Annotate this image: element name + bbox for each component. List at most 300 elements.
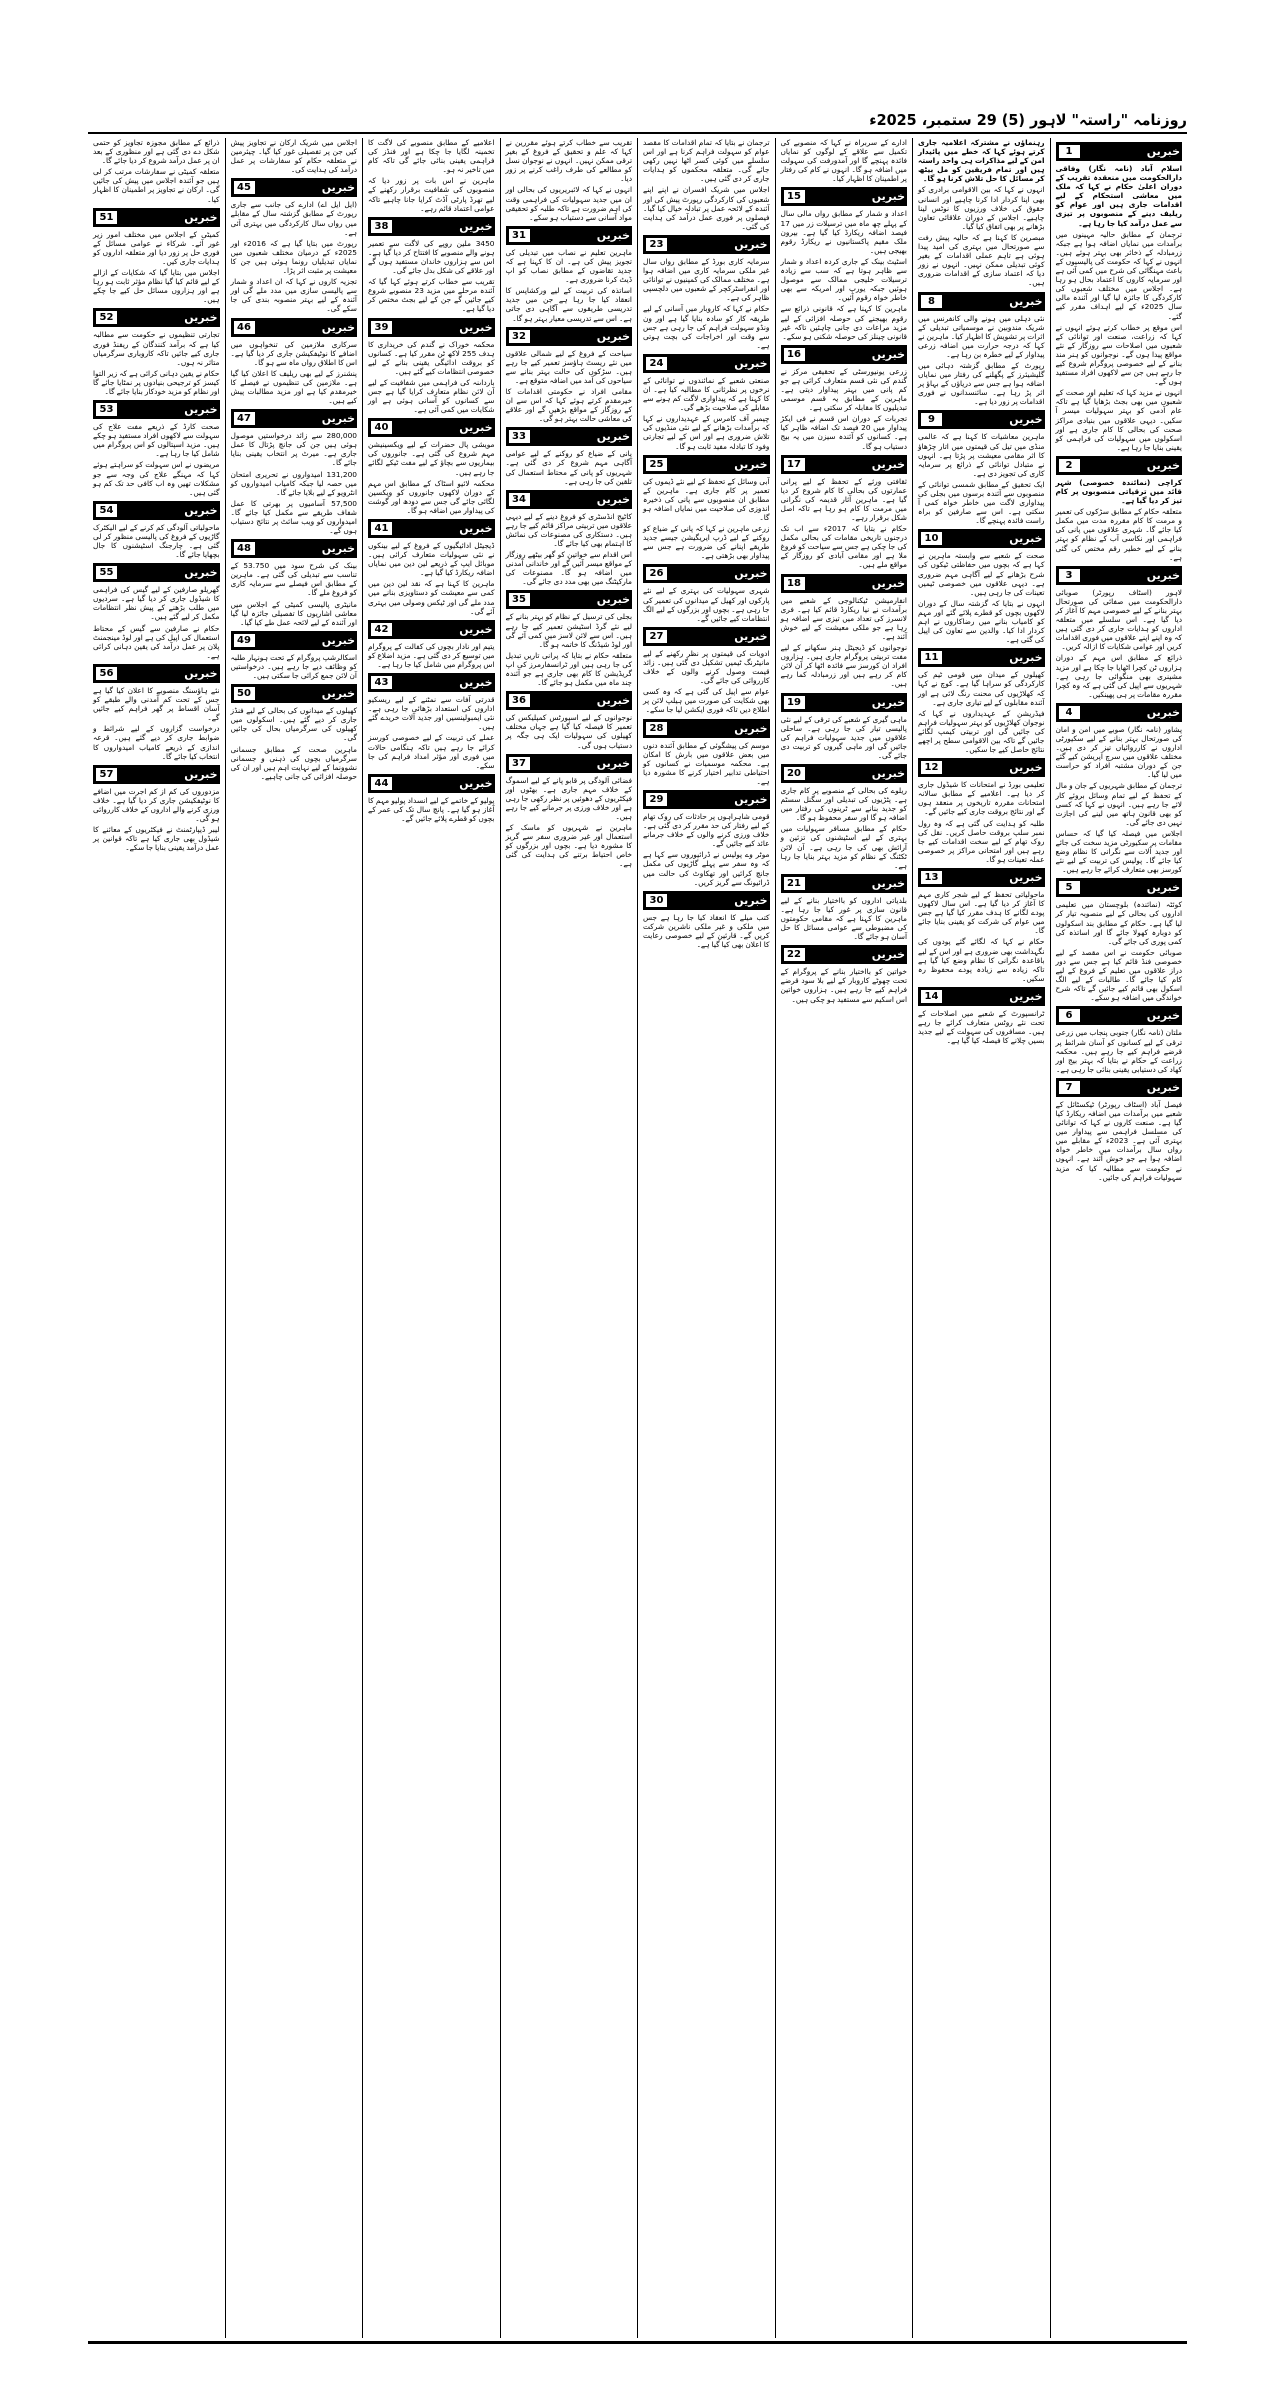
section-header-number: 24 <box>645 356 668 371</box>
section-header-bar <box>231 684 358 703</box>
section-header-label: خبریں <box>596 329 630 343</box>
section-header-label: خبریں <box>1009 413 1043 427</box>
section-header-number: 17 <box>783 457 806 472</box>
article-paragraph: بجلی کی ترسیل کے نظام کو بہتر بنانے کے لیے نئے گرڈ اسٹیشن تعمیر کیے جا رہے ہیں۔ اس سے لائن لاسز میں کمی آئے گی اور لوڈ شیڈنگ کا خاتمہ ہو گا۔ <box>505 612 632 649</box>
section-header-number: 40 <box>370 420 393 435</box>
section-header-bar <box>1056 878 1183 897</box>
article-paragraph: حکام نے کہا کہ کاروبار میں آسانی کے لیے طریقہ کار کو سادہ بنایا گیا ہے اور ون ونڈو سہولت فراہم کی جا رہی ہے جس سے وقت اور اخراجات کی بچت ہوتی ہے۔ <box>643 304 770 350</box>
article-paragraph: اجلاس میں بتایا گیا کہ شکایات کے ازالے کے لیے قائم کیا گیا نظام مؤثر ثابت ہو رہا ہے اور ہزاروں مسائل حل کیے جا چکے ہیں۔ <box>93 268 220 305</box>
section-header-label: خبریں <box>1146 1080 1180 1094</box>
section-header-number: 44 <box>370 776 393 791</box>
article-paragraph: موسم کی پیشگوئی کے مطابق آئندہ دنوں میں بعض علاقوں میں بارش کا امکان ہے۔ محکمہ موسمیات نے کسانوں کو احتیاطی تدابیر اختیار کرنے کا مشورہ دیا ہے۔ <box>643 740 770 786</box>
section-header-bar <box>506 226 633 245</box>
section-header-label: خبریں <box>459 776 493 790</box>
article-paragraph: تجربات کے دوران اس قسم نے فی ایکڑ پیداوار میں 20 فیصد تک اضافہ ظاہر کیا ہے۔ کسانوں کو آئندہ سیزن میں یہ بیج دستیاب ہو گا۔ <box>780 414 907 451</box>
article-paragraph: محکمہ خوراک نے گندم کی خریداری کا ہدف 255 لاکھ ٹن مقرر کیا ہے۔ کسانوں کو بروقت ادائیگی یقینی بنانے کے لیے خصوصی انتظامات کیے گئے ہیں۔ <box>368 339 495 376</box>
section-header-number: 51 <box>95 210 118 225</box>
footer-rule <box>88 2341 1187 2344</box>
section-header-number: 4 <box>1058 705 1081 720</box>
article-paragraph: عوام سے اپیل کی گئی ہے کہ وہ کسی بھی شکایت کی صورت میں ہیلپ لائن پر اطلاع دیں تاکہ فوری ایکشن لیا جا سکے۔ <box>643 687 770 715</box>
article-paragraph: لاہور (اسٹاف رپورٹر) صوبائی دارالحکومت میں صفائی کی صورتحال بہتر بنانے کے لیے خصوصی مہم کا آغاز کر دیا گیا ہے۔ اس سلسلے میں متعلقہ اداروں کو ہدایات جاری کر دی گئی ہیں کہ وہ اپنے اپنے علاقوں میں فوری اقدامات کریں اور عوامی شکایات کا ازالہ کریں۔ <box>1055 587 1182 652</box>
section-header-label: خبریں <box>1146 705 1180 719</box>
article-paragraph: اعداد و شمار کے مطابق رواں مالی سال کے پہلے چھ ماہ میں ترسیلات زر میں 17 فیصد اضافہ ریکارڈ کیا گیا ہے۔ بیرون ملک مقیم پاکستانیوں نے ریکارڈ رقوم بھیجی ہیں۔ <box>780 209 907 255</box>
section-header-bar <box>231 318 358 337</box>
section-header-bar <box>1056 703 1183 722</box>
section-header-bar <box>643 235 770 254</box>
section-header-bar <box>781 693 908 712</box>
article-paragraph: صنعتی شعبے کے نمائندوں نے توانائی کے نرخوں پر نظرثانی کا مطالبہ کیا ہے۔ ان کا کہنا ہے کہ پیداواری لاگت کم ہونے سے مقابلے کی صلاحیت بڑھے گی۔ <box>643 375 770 413</box>
section-header-number: 42 <box>370 622 393 637</box>
article-paragraph: پنشنرز کے لیے بھی ریلیف کا اعلان کیا گیا ہے۔ ملازمین کی تنظیموں نے فیصلے کا خیرمقدم کیا ہے اور مزید مطالبات پیش کیے ہیں۔ <box>230 368 357 406</box>
section-header-number: 19 <box>783 695 806 710</box>
article-paragraph: پشاور (نامہ نگار) صوبے میں امن و امان کی صورتحال بہتر بنانے کے لیے سکیورٹی اداروں نے کارروائیاں تیز کر دی ہیں۔ مختلف علاقوں میں سرچ آپریشن کیے گئے جن کے دوران مشتبہ افراد کو حراست میں لیا گیا۔ <box>1055 724 1182 780</box>
section-header-bar <box>368 519 495 538</box>
section-header-bar <box>231 409 358 428</box>
article-paragraph: نوجوانوں کو ڈیجیٹل ہنر سکھانے کے لیے مفت تربیتی پروگرام جاری ہیں۔ ہزاروں افراد ان کورسز سے فائدہ اٹھا کر آن لائن کام کر رہے ہیں اور زرمبادلہ کما رہے ہیں۔ <box>780 643 907 689</box>
section-header-number: 29 <box>645 792 668 807</box>
section-header-bar <box>781 574 908 593</box>
article-paragraph: کھیلوں کے میدان میں قومی ٹیم کی کارکردگی کو سراہا گیا ہے۔ کوچ نے کہا کہ کھلاڑیوں کی محنت رنگ لائی ہے اور آئندہ مقابلوں کے لیے تیاری جاری ہے۔ <box>918 670 1045 707</box>
article-paragraph: ترجمان نے بتایا کہ تمام اقدامات کا مقصد عوام کو سہولت فراہم کرنا ہے اور اس سلسلے میں کوئی کسر اٹھا نہیں رکھی جائے گی۔ متعلقہ محکموں کو ہدایات جاری کر دی گئی ہیں۔ <box>643 138 770 184</box>
section-header-number: 28 <box>645 721 668 736</box>
section-header-bar <box>781 455 908 474</box>
article-paragraph: طلبہ کو ہدایت کی گئی ہے کہ وہ رول نمبر سلپ بروقت حاصل کریں۔ نقل کی روک تھام کے لیے سخت اقدامات کیے جا رہے ہیں اور امتحانی مراکز پر خصوصی عملہ تعینات ہو گا۔ <box>918 818 1045 864</box>
article-paragraph: ماہی گیری کے شعبے کی ترقی کے لیے نئی پالیسی تیار کی جا رہی ہے۔ ساحلی علاقوں میں جدید سہولیات فراہم کی جائیں گی اور ماہی گیروں کو تربیت دی جائے گی۔ <box>780 714 907 760</box>
article-paragraph: ماہرین نے شہریوں کو ماسک کے استعمال اور غیر ضروری سفر سے گریز کا مشورہ دیا ہے۔ بچوں اور بزرگوں کو خاص احتیاط برتنے کی ہدایت کی گئی ہے۔ <box>505 823 632 869</box>
article-paragraph: صحت کے شعبے سے وابستہ ماہرین نے کہا ہے کہ بچوں میں حفاظتی ٹیکوں کی شرح بڑھانے کے لیے آگاہی مہم ضروری ہے۔ دیہی علاقوں میں خصوصی ٹیمیں تعینات کی جا رہی ہیں۔ <box>918 551 1045 597</box>
section-header-bar <box>918 648 1045 667</box>
article-paragraph: کراچی (نمائندہ خصوصی) شہر قائد میں ترقیاتی منصوبوں پر کام تیز کر دیا گیا ہے۔ <box>1055 477 1182 506</box>
section-header-label: خبریں <box>1146 145 1180 158</box>
section-header-bar <box>368 620 495 639</box>
article-paragraph: اجلاس میں شریک افسران نے اپنے اپنے شعبوں کی کارکردگی رپورٹ پیش کی اور آئندہ کے لائحہ عمل پر تبادلہ خیال کیا گیا۔ فیصلوں پر فوری عمل درآمد کی ہدایت کی گئی۔ <box>643 185 770 231</box>
section-header-number: 10 <box>920 531 943 546</box>
article-paragraph: انہوں نے کہا کہ لائبریریوں کی بحالی اور ان میں جدید سہولیات کی فراہمی وقت کی اہم ضرورت ہے تاکہ طلبہ کو تحقیقی مواد آسانی سے دستیاب ہو سکے۔ <box>505 185 632 222</box>
article-paragraph: تقریب سے خطاب کرتے ہوئے کہا گیا کہ آئندہ مرحلے میں مزید 23 منصوبے شروع کیے جائیں گے جن کے لیے بجٹ مختص کر دیا گیا ہے۔ <box>368 277 495 314</box>
article-paragraph: کھیلوں کے میدانوں کی بحالی کے لیے فنڈز جاری کر دیے گئے ہیں۔ اسکولوں میں کھیلوں کی سرگرمیاں بحال کی جائیں گی۔ <box>230 706 357 743</box>
section-header-bar <box>506 327 633 346</box>
article-paragraph: اسکالرشپ پروگرام کے تحت ہونہار طلبہ کو وظائف دیے جا رہے ہیں۔ درخواستیں آن لائن جمع کرائی جا سکتی ہیں۔ <box>230 652 357 681</box>
article-paragraph: فضائی آلودگی پر قابو پانے کے لیے اسموگ کے خلاف مہم جاری ہے۔ بھٹوں اور فیکٹریوں کے دھوئیں پر نظر رکھی جا رہی ہے اور خلاف ورزی پر جرمانے کیے جا رہے ہیں۔ <box>505 775 632 821</box>
article-paragraph: عملے کی تربیت کے لیے خصوصی کورسز کرائے جا رہے ہیں تاکہ ہنگامی حالات میں فوری اور مؤثر امداد فراہم کی جا سکے۔ <box>368 733 495 770</box>
article-paragraph: کمیٹی کے اجلاس میں مختلف امور زیر غور آئے۔ شرکاء نے عوامی مسائل کے فوری حل پر زور دیا اور متعلقہ اداروں کو ہدایات جاری کیں۔ <box>93 229 220 266</box>
article-paragraph: قومی شاہراہوں پر حادثات کی روک تھام کے لیے رفتار کی حد مقرر کر دی گئی ہے۔ خلاف ورزی کرنے والوں کے خلاف جرمانے عائد کیے جائیں گے۔ <box>643 811 770 849</box>
section-header-label: خبریں <box>321 542 355 556</box>
section-header-label: خبریں <box>596 593 630 607</box>
article-paragraph: بینک کی شرح سود میں 53.750 کے تناسب سے تبدیلی کی گئی ہے۔ ماہرین کے مطابق اس فیصلے سے سرمایہ کاری کو فروغ ملے گا۔ <box>230 561 358 598</box>
article-paragraph: ملتان (نامہ نگار) جنوبی پنجاب میں زرعی ترقی کے لیے کسانوں کو آسان شرائط پر قرضے فراہم کیے جا رہے ہیں۔ محکمہ زراعت کے حکام نے بتایا کہ بہتر بیج اور کھاد کی دستیابی یقینی بنائی جا رہی ہے۔ <box>1055 1028 1182 1074</box>
section-header-number: 18 <box>783 576 806 591</box>
section-header-number: 52 <box>95 310 118 325</box>
section-header-number: 36 <box>508 693 531 708</box>
section-header-label: خبریں <box>734 457 768 471</box>
section-header-bar <box>643 891 770 910</box>
section-header-label: خبریں <box>459 622 493 636</box>
section-header-label: خبریں <box>459 676 493 690</box>
article-paragraph: کوئٹہ (نمائندہ) بلوچستان میں تعلیمی اداروں کی بحالی کے لیے منصوبہ تیار کر لیا گیا ہے۔ حکام کے مطابق بند اسکولوں کو دوبارہ کھولا جائے گا اور اساتذہ کی کمی پوری کی جائے گی۔ <box>1055 900 1182 946</box>
section-header-number: 39 <box>370 320 393 335</box>
section-header-number: 26 <box>645 566 668 581</box>
section-header-bar <box>231 631 358 650</box>
section-header-label: خبریں <box>1009 761 1043 775</box>
section-header-label: خبریں <box>734 792 768 806</box>
section-header-number: 32 <box>508 329 531 344</box>
column-1 <box>1050 138 1188 2338</box>
section-header-number: 47 <box>233 411 256 426</box>
section-header-bar <box>506 427 633 446</box>
article-paragraph: شہری سہولیات کی بہتری کے لیے نئے پارکوں اور کھیل کے میدانوں کی تعمیر کی جا رہی ہے۔ بچوں اور بزرگوں کے لیے الگ انتظامات کیے جائیں گے۔ <box>643 586 770 623</box>
article-paragraph: فیڈریشن کے عہدیداروں نے کہا کہ نوجوان کھلاڑیوں کو بہتر سہولیات فراہم کی جائیں گی اور تربیتی کیمپ لگائے جائیں گے تاکہ بین الاقوامی سطح پر اچھے نتائج حاصل کیے جا سکیں۔ <box>918 708 1045 755</box>
article-paragraph: حکام کے مطابق مسافر سہولیات میں بہتری کے لیے اسٹیشنوں کی تزئین و آرائش بھی کی جا رہی ہے۔ آن لائن ٹکٹنگ کے نظام کو مزید بہتر بنایا جا رہا ہے۔ <box>780 824 907 870</box>
article-paragraph: ادویات کی قیمتوں پر نظر رکھنے کے لیے مانیٹرنگ ٹیمیں تشکیل دی گئی ہیں۔ زائد قیمت وصول کرنے والوں کے خلاف کارروائی کی جائے گی۔ <box>643 648 770 686</box>
article-paragraph: مقامی افراد نے حکومتی اقدامات کا خیرمقدم کرتے ہوئے کہا کہ اس سے ان کے روزگار کے مواقع بڑھیں گے اور علاقے کی معاشی حالت بہتر ہو گی۔ <box>505 386 632 424</box>
section-header-number: 2 <box>1058 458 1081 473</box>
section-header-bar <box>643 790 770 809</box>
article-paragraph: ماحولیاتی آلودگی کم کرنے کے لیے الیکٹرک گاڑیوں کے فروغ کی پالیسی منظور کر لی گئی ہے۔ چارجنگ اسٹیشنوں کا جال بچھایا جائے گا۔ <box>93 522 220 560</box>
section-header-label: خبریں <box>871 190 905 204</box>
article-paragraph: انہوں نے بتایا کہ گزشتہ سال کے دوران لاکھوں بچوں کو قطرے پلائے گئے اور مہم کو کامیاب بنانے میں رضاکاروں نے اہم کردار ادا کیا۔ والدین سے تعاون کی اپیل کی گئی ہے۔ <box>918 598 1045 645</box>
section-header-label: خبریں <box>184 503 218 517</box>
article-paragraph: اساتذہ کی تربیت کے لیے ورکشاپس کا انعقاد کیا جا رہا ہے جن میں جدید تدریسی طریقوں سے آگاہی دی جاتی ہے۔ اس سے تدریسی معیار بہتر ہو گا۔ <box>505 286 632 323</box>
article-paragraph: گھریلو صارفین کے لیے گیس کی فراہمی کا شیڈول جاری کر دیا گیا ہے۔ سردیوں میں طلب بڑھنے کے پیش نظر انتظامات مکمل کر لیے گئے ہیں۔ <box>93 585 220 622</box>
section-header-bar <box>643 719 770 738</box>
masthead-text: روزنامہ "راستہ" لاہور (5) 29 ستمبر، 2025ء <box>869 111 1187 129</box>
masthead-rule <box>88 132 1187 134</box>
article-paragraph: چیمبر آف کامرس کے عہدیداروں نے کہا کہ برآمدات بڑھانے کے لیے نئی منڈیوں کی تلاش ضروری ہے اور اس کے لیے تجارتی وفود کا تبادلہ مفید ثابت ہو گا۔ <box>643 414 770 451</box>
section-header-bar <box>781 874 908 893</box>
article-paragraph: آبی وسائل کے تحفظ کے لیے نئے ڈیموں کی تعمیر پر کام جاری ہے۔ ماہرین کے مطابق ان منصوبوں سے پانی کی ذخیرہ اندوزی کی صلاحیت میں نمایاں اضافہ ہو گا۔ <box>643 476 770 522</box>
section-header-label: خبریں <box>184 666 218 680</box>
article-paragraph: درخواست گزاروں کے لیے شرائط و ضوابط جاری کر دیے گئے ہیں۔ قرعہ اندازی کے ذریعے کامیاب امیدواروں کا انتخاب کیا جائے گا۔ <box>93 724 220 761</box>
article-paragraph: نئے ہاؤسنگ منصوبے کا اعلان کیا گیا ہے جس کے تحت کم آمدنی والے طبقے کو آسان اقساط پر گھر فراہم کیے جائیں گے۔ <box>93 685 220 723</box>
section-header-label: خبریں <box>1146 458 1180 472</box>
section-header-bar <box>93 400 220 419</box>
section-header-number: 48 <box>233 541 256 556</box>
section-header-number: 50 <box>233 686 256 701</box>
article-paragraph: اعلامیے کے مطابق منصوبے کی لاگت کا تخمینہ لگایا جا چکا ہے اور فنڈز کی فراہمی یقینی بنائی جائے گی تاکہ کام میں تاخیر نہ ہو۔ <box>368 138 495 175</box>
section-header-label: خبریں <box>1146 1009 1180 1023</box>
article-paragraph: کاٹیج انڈسٹری کو فروغ دینے کے لیے دیہی علاقوں میں تربیتی مراکز قائم کیے جا رہے ہیں۔ دستکاری کی مصنوعات کی نمائش کا اہتمام بھی کیا جائے گا۔ <box>505 511 632 548</box>
article-paragraph: زرعی یونیورسٹی کے تحقیقی مرکز نے گندم کی نئی قسم متعارف کرائی ہے جو کم پانی میں بہتر پیداوار دیتی ہے۔ ماہرین کے مطابق یہ قسم موسمی تبدیلیوں کا مقابلہ کر سکتی ہے۔ <box>780 366 907 413</box>
article-paragraph: مزدوروں کی کم از کم اجرت میں اضافے کا نوٹیفکیشن جاری کر دیا گیا ہے۔ خلاف ورزی کرنے والے اداروں کے خلاف کارروائی ہو گی۔ <box>93 786 220 823</box>
section-header-label: خبریں <box>321 412 355 426</box>
article-paragraph: رہنماؤں نے مشترکہ اعلامیہ جاری کرتے ہوئے کہا کہ خطے میں پائیدار امن کے لیے مذاکرات ہی واحد راستہ ہیں اور تمام فریقین کو مل بیٹھ کر مسائل کا حل تلاش کرنا ہو گا۔ <box>918 138 1045 184</box>
section-header-label: خبریں <box>321 320 355 334</box>
article-paragraph: تقریب سے خطاب کرتے ہوئے مقررین نے کہا کہ علم و تحقیق کے فروغ کے بغیر ترقی ممکن نہیں۔ انہوں نے نوجوان نسل کو مطالعے کی طرف راغب کرنے پر زور دیا۔ <box>505 138 632 184</box>
section-header-number: 23 <box>645 237 668 252</box>
section-header-label: خبریں <box>184 767 218 781</box>
article-paragraph: خواتین کو بااختیار بنانے کے پروگرام کے تحت چھوٹے کاروبار کے لیے بلا سود قرضے فراہم کیے جا رہے ہیں۔ ہزاروں خواتین اس اسکیم سے مستفید ہو چکی ہیں۔ <box>780 967 907 1004</box>
section-header-number: 22 <box>783 947 806 962</box>
article-paragraph: ماہرین معاشیات کا کہنا ہے کہ عالمی منڈی میں تیل کی قیمتوں میں اتار چڑھاؤ کا اثر مقامی معیشت پر پڑتا ہے۔ انہوں نے متبادل توانائی کے ذرائع پر سرمایہ کاری کی تجویز دی ہے۔ <box>918 432 1045 478</box>
article-paragraph: پانی کے ضیاع کو روکنے کے لیے عوامی آگاہی مہم شروع کر دی گئی ہے۔ شہریوں کو پانی کے محتاط استعمال کی تلقین کی جا رہی ہے۔ <box>505 449 632 486</box>
section-header-bar <box>781 345 908 364</box>
article-paragraph: ٹرانسپورٹ کے شعبے میں اصلاحات کے تحت نئے روٹس متعارف کرائے جا رہے ہیں۔ مسافروں کی سہولت کے لیے جدید بسیں چلانے کا فیصلہ کیا گیا ہے۔ <box>918 1008 1045 1046</box>
section-header-bar <box>506 754 633 773</box>
section-header-number: 56 <box>95 666 118 681</box>
section-header-number: 3 <box>1058 568 1081 583</box>
section-header-label: خبریں <box>596 228 630 242</box>
section-header-number: 34 <box>508 492 531 507</box>
section-header-number: 38 <box>370 219 393 234</box>
section-header-label: خبریں <box>1009 532 1043 546</box>
article-paragraph: زرعی ماہرین نے کہا کہ پانی کے ضیاع کو روکنے کے لیے ڈرپ ایریگیشن جیسے جدید طریقے اپنانے کی ضرورت ہے جس سے پیداوار بھی بڑھتی ہے۔ <box>643 524 770 561</box>
section-header-label: خبریں <box>1009 989 1043 1003</box>
section-header-bar <box>93 208 220 227</box>
section-header-label: خبریں <box>321 633 355 647</box>
section-header-bar <box>1056 566 1183 585</box>
article-paragraph: ماہرین صحت کے مطابق جسمانی سرگرمیاں بچوں کی ذہنی و جسمانی نشوونما کے لیے نہایت اہم ہیں اور ان کی حوصلہ افزائی کی جانی چاہیے۔ <box>230 744 357 781</box>
section-header-number: 16 <box>783 347 806 362</box>
section-header-bar <box>1056 456 1183 475</box>
article-paragraph: 57,500 آسامیوں پر بھرتی کا عمل شفاف طریقے سے مکمل کیا جائے گا۔ امیدواروں کو ویب سائٹ پر نتائج دستیاب ہوں گے۔ <box>230 498 357 536</box>
section-header-bar <box>231 178 358 197</box>
article-paragraph: اجلاس میں فیصلہ کیا گیا کہ حساس مقامات پر سکیورٹی مزید سخت کی جائے اور جدید آلات سے نگرانی کا نظام وضع کیا جائے گا۔ پولیس کی تربیت کے لیے نئے کورسز بھی متعارف کرائے جا رہے ہیں۔ <box>1055 828 1182 875</box>
section-header-label: خبریں <box>459 320 493 334</box>
section-header-label: خبریں <box>871 766 905 780</box>
section-header-bar <box>368 774 495 793</box>
section-header-label: خبریں <box>871 876 905 890</box>
section-header-label: خبریں <box>1009 651 1043 665</box>
article-paragraph: حکام نے یقین دہانی کرائی ہے کہ زیر التوا کیسز کو ترجیحی بنیادوں پر نمٹایا جائے گا اور نظام کو مزید خودکار بنایا جائے گا۔ <box>93 368 220 396</box>
section-header-bar <box>93 501 220 520</box>
column-7 <box>225 138 363 2338</box>
article-paragraph: قدرتی آفات سے نمٹنے کے لیے ریسکیو اداروں کی استعداد بڑھائی جا رہی ہے۔ نئی ایمبولینسیں اور جدید آلات خریدے گئے ہیں۔ <box>368 695 495 732</box>
article-paragraph: ترجمان کے مطابق شہریوں کے جان و مال کے تحفظ کے لیے تمام وسائل بروئے کار لائے جا رہے ہیں۔ انہوں نے کہا کہ کسی کو بھی قانون ہاتھ میں لینے کی اجازت نہیں دی جائے گی۔ <box>1055 781 1182 827</box>
section-header-label: خبریں <box>1146 568 1180 582</box>
article-paragraph: انہوں نے مزید کہا کہ تعلیم اور صحت کے شعبوں میں بھی بجٹ بڑھایا گیا ہے تاکہ عام آدمی کو بہتر سہولیات میسر آ سکیں۔ دیہی علاقوں میں بنیادی مراکز صحت کی بحالی کا کام جاری ہے اور اسکولوں میں سہولیات کی فراہمی کو یقینی بنایا جا رہا ہے۔ <box>1055 388 1182 452</box>
section-header-label: خبریں <box>1009 294 1043 308</box>
column-6 <box>362 138 500 2338</box>
article-paragraph: اسلام آباد (نامہ نگار) وفاقی دارالحکومت میں منعقدہ تقریب کے دوران اعلیٰ حکام نے کہا کہ ملک میں معاشی استحکام کے لیے اقدامات جاری ہیں اور عوام کو ریلیف دینے کے منصوبوں پر تیزی سے عمل درآمد کیا جا رہا ہے۔ <box>1055 164 1182 228</box>
section-header-bar <box>643 455 770 474</box>
article-paragraph: انہوں نے کہا کہ بین الاقوامی برادری کو بھی اپنا کردار ادا کرنا چاہیے اور انسانی حقوق کی خلاف ورزیوں کا نوٹس لینا چاہیے۔ اجلاس کے دوران علاقائی تعاون بڑھانے پر بھی اتفاق کیا گیا۔ <box>918 185 1045 231</box>
article-paragraph: مریضوں نے اس سہولت کو سراہتے ہوئے کہا کہ مہنگے علاج کی وجہ سے جو مشکلات تھیں وہ اب کافی حد تک کم ہو گئی ہیں۔ <box>93 460 220 497</box>
article-paragraph: متعلقہ حکام نے بتایا کہ پرانی تاریں تبدیل کی جا رہی ہیں اور ٹرانسفارمرز کی اپ گریڈیشن کا کام بھی جاری ہے جو آئندہ چند ماہ میں مکمل ہو جائے گا۔ <box>505 650 632 688</box>
section-header-bar <box>1056 1078 1183 1097</box>
article-paragraph: ذرائع کے مطابق مجوزہ تجاویز کو حتمی شکل دے دی گئی ہے اور منظوری کے بعد ان پر عمل درآمد شروع کر دیا جائے گا۔ <box>93 138 220 166</box>
section-header-label: خبریں <box>871 457 905 471</box>
section-header-label: خبریں <box>871 347 905 361</box>
article-paragraph: تعلیمی بورڈ نے امتحانات کا شیڈول جاری کر دیا ہے۔ اعلامیے کے مطابق سالانہ امتحانات مقررہ تاریخوں پر منعقد ہوں گے اور نتائج بروقت جاری کیے جائیں گے۔ <box>918 780 1045 817</box>
column-4 <box>637 138 775 2338</box>
column-2 <box>912 138 1050 2338</box>
article-paragraph: متعلقہ کمیٹی نے سفارشات مرتب کر لی ہیں جو آئندہ اجلاس میں پیش کی جائیں گی۔ ارکان نے تجاویز پر اطمینان کا اظہار کیا۔ <box>93 167 220 204</box>
section-header-number: 13 <box>920 870 943 885</box>
section-header-number: 55 <box>95 565 118 580</box>
article-paragraph: حکام نے کہا کہ لگائے گئے پودوں کی نگہداشت بھی ضروری ہے اور اس کے لیے باقاعدہ نگرانی کا نظام وضع کیا گیا ہے تاکہ زیادہ سے زیادہ پودے محفوظ رہ سکیں۔ <box>918 937 1045 983</box>
article-paragraph: ایک تحقیق کے مطابق شمسی توانائی کے منصوبوں سے آئندہ برسوں میں بجلی کی پیداواری لاگت میں خاطر خواہ کمی آ سکتی ہے۔ اس سے صارفین کو براہ راست فائدہ پہنچے گا۔ <box>918 479 1045 526</box>
section-header-label: خبریں <box>734 567 768 581</box>
section-header-bar <box>93 308 220 327</box>
section-header-bar <box>368 217 495 236</box>
section-header-number: 21 <box>783 876 806 891</box>
section-header-bar <box>918 410 1045 429</box>
section-header-label: خبریں <box>871 695 905 709</box>
section-header-number: 27 <box>645 629 668 644</box>
article-paragraph: نئی دہلی میں ہونے والی کانفرنس میں شریک مندوبین نے موسمیاتی تبدیلی کے اثرات پر تشویش کا اظہار کیا۔ ماہرین نے کہا کہ درجہ حرارت میں اضافہ زرعی پیداوار کے لیے خطرہ بن رہا ہے۔ <box>917 313 1045 359</box>
section-header-bar <box>643 627 770 646</box>
section-header-label: خبریں <box>734 356 768 370</box>
section-header-bar <box>506 590 633 609</box>
section-header-bar <box>781 187 908 206</box>
section-header-label: خبریں <box>184 566 218 580</box>
section-header-bar <box>1056 142 1183 161</box>
article-paragraph: ماحولیاتی تحفظ کے لیے شجر کاری مہم کا آغاز کر دیا گیا ہے۔ اس سال لاکھوں پودے لگانے کا ہدف مقرر کیا گیا ہے جس میں عوام کی شرکت کو یقینی بنایا جائے گا۔ <box>918 890 1045 936</box>
section-header-label: خبریں <box>734 237 768 251</box>
section-header-bar <box>918 987 1045 1006</box>
section-header-label: خبریں <box>321 687 355 701</box>
section-header-label: خبریں <box>184 210 218 224</box>
article-paragraph: ادارے کے سربراہ نے کہا کہ منصوبے کی تکمیل سے علاقے کے لوگوں کو نمایاں فائدہ پہنچے گا اور آمدورفت کی سہولت میں اضافہ ہو گا۔ انہوں نے کام کی رفتار پر اطمینان کا اظہار کیا۔ <box>780 138 907 184</box>
article-paragraph: فیصل آباد (اسٹاف رپورٹر) ٹیکسٹائل کے شعبے میں برآمدات میں اضافہ ریکارڈ کیا گیا ہے۔ صنعت کاروں نے کہا کہ توانائی کی مسلسل فراہمی سے پیداوار میں بہتری آئی ہے۔ 2023ء کے مقابلے میں رواں سال برآمدات میں خاطر خواہ اضافہ ہوا ہے جو خوش آئند ہے۔ انہوں نے حکومت سے مطالبہ کیا کہ مزید سہولیات فراہم کی جائیں۔ <box>1055 1099 1182 1182</box>
article-paragraph: حکام نے بتایا کہ 2017ء سے اب تک درجنوں تاریخی مقامات کی بحالی مکمل کی جا چکی ہے جس سے سیاحت کو فروغ ملا ہے اور مقامی آبادی کو روزگار کے مواقع ملے ہیں۔ <box>780 524 907 570</box>
article-paragraph: انفارمیشن ٹیکنالوجی کے شعبے میں برآمدات نے نیا ریکارڈ قائم کیا ہے۔ فری لانسرز کی تعداد میں تیزی سے اضافہ ہو رہا ہے جو ملکی معیشت کے لیے خوش آئند ہے۔ <box>780 595 907 641</box>
article-paragraph: ریلوے کی بحالی کے منصوبے پر کام جاری ہے۔ پٹڑیوں کی تبدیلی اور سگنل سسٹم کو جدید بنانے سے ٹرینوں کی رفتار میں اضافہ ہو گا اور سفر محفوظ ہو گا۔ <box>780 785 907 823</box>
section-header-bar <box>781 945 908 964</box>
article-paragraph: لیبر ڈیپارٹمنٹ نے فیکٹریوں کے معائنے کا شیڈول بھی جاری کیا ہے تاکہ قوانین پر عمل درآمد یقینی بنایا جا سکے۔ <box>93 825 220 853</box>
article-paragraph: یتیم اور نادار بچوں کی کفالت کے پروگرام میں توسیع کر دی گئی ہے۔ مزید اضلاع کو اس پروگرام میں شامل کیا جا رہا ہے۔ <box>368 641 495 669</box>
section-header-number: 8 <box>920 294 943 309</box>
column-grid <box>88 138 1187 2338</box>
section-header-bar <box>93 765 220 784</box>
article-paragraph: مبصرین کا کہنا ہے کہ حالیہ پیش رفت سے صورتحال میں بہتری کی امید پیدا ہوئی ہے تاہم عملی اقدامات کے بغیر کوئی تبدیلی ممکن نہیں۔ انہوں نے زور دیا کہ اعتماد سازی کے اقدامات ضروری ہیں۔ <box>918 232 1045 288</box>
article-paragraph: اسٹیٹ بینک کے جاری کردہ اعداد و شمار سے ظاہر ہوتا ہے کہ سب سے زیادہ ترسیلات خلیجی ممالک سے موصول ہوئیں جبکہ یورپ اور امریکہ سے بھی خاطر خواہ رقوم آئیں۔ <box>780 256 907 303</box>
section-header-label: خبریں <box>734 629 768 643</box>
section-header-bar <box>368 418 495 437</box>
section-header-bar <box>918 292 1045 311</box>
section-header-label: خبریں <box>596 694 630 708</box>
section-header-label: خبریں <box>321 181 355 195</box>
article-paragraph: حکام نے صارفین سے گیس کے محتاط استعمال کی اپیل کی ہے اور لوڈ مینجمنٹ پلان پر عمل درآمد کی یقین دہانی کرائی ہے۔ <box>93 623 220 660</box>
section-header-number: 35 <box>508 592 531 607</box>
column-8 <box>88 138 225 2338</box>
section-header-label: خبریں <box>596 430 630 444</box>
section-header-number: 11 <box>920 650 943 665</box>
column-5 <box>500 138 638 2338</box>
article-paragraph: اس موقع پر خطاب کرتے ہوئے انہوں نے کہا کہ زراعت، صنعت اور توانائی کے شعبوں میں اصلاحات سے روزگار کے نئے مواقع پیدا ہوں گے۔ نوجوانوں کو ہنر مند بنانے کے لیے خصوصی پروگرام شروع کیے جا رہے ہیں جن سے لاکھوں افراد مستفید ہوں گے۔ <box>1055 322 1182 387</box>
section-header-bar <box>643 564 770 583</box>
article-paragraph: سرکاری ملازمین کی تنخواہوں میں اضافے کا نوٹیفکیشن جاری کر دیا گیا ہے۔ اس کا اطلاق رواں ماہ سے ہو گا۔ <box>230 339 357 367</box>
article-paragraph: (ایل ایل اے) ادارے کی جانب سے جاری رپورٹ کے مطابق گزشتہ سال کے مقابلے میں رواں سال کارکردگی میں بہتری آئی ہے۔ <box>230 200 357 237</box>
article-paragraph: ثقافتی ورثے کے تحفظ کے لیے پرانی عمارتوں کی بحالی کا کام شروع کر دیا گیا ہے۔ ماہرین آثار قدیمہ کی نگرانی میں مرمت کا کام ہو رہا ہے تاکہ اصل شکل برقرار رہے۔ <box>780 476 907 522</box>
section-header-bar <box>93 664 220 683</box>
article-paragraph: ماہرین نے اس بات پر زور دیا کہ منصوبوں کی شفافیت برقرار رکھنے کے لیے تھرڈ پارٹی آڈٹ کرایا جانا چاہیے تاکہ عوامی اعتماد قائم رہے۔ <box>368 176 495 213</box>
article-paragraph: ماہرین تعلیم نے نصاب میں تبدیلی کی تجویز پیش کی ہے۔ ان کا کہنا ہے کہ جدید تقاضوں کے مطابق نصاب کو اپ ڈیٹ کرنا ضروری ہے۔ <box>505 247 632 285</box>
section-header-number: 30 <box>645 893 668 908</box>
section-header-number: 25 <box>645 457 668 472</box>
section-header-bar <box>368 318 495 337</box>
section-header-label: خبریں <box>734 721 768 735</box>
section-header-number: 46 <box>233 320 256 335</box>
section-header-number: 12 <box>920 760 943 775</box>
section-header-label: خبریں <box>1146 881 1180 895</box>
section-header-number: 37 <box>508 756 531 771</box>
section-header-number: 1 <box>1058 144 1081 159</box>
article-paragraph: سیاحت کے فروغ کے لیے شمالی علاقوں میں نئے ریسٹ ہاؤسز تعمیر کیے جا رہے ہیں۔ سڑکوں کی حالت بہتر بنانے سے سیاحوں کی آمد میں اضافہ متوقع ہے۔ <box>505 348 632 385</box>
section-header-label: خبریں <box>184 403 218 417</box>
masthead <box>88 104 1187 128</box>
section-header-label: خبریں <box>459 421 493 435</box>
article-paragraph: بارداںنہ کی فراہمی میں شفافیت کے لیے آن لائن نظام متعارف کرایا گیا ہے جس سے کسانوں کو آسانی ہوئی ہے اور شکایات میں کمی آئی ہے۔ <box>368 377 495 415</box>
article-paragraph: ڈیجیٹل ادائیگیوں کے فروغ کے لیے بینکوں نے نئی سہولیات متعارف کرائی ہیں۔ موبائل ایپ کے ذریعے لین دین میں نمایاں اضافہ ریکارڈ کیا گیا ہے۔ <box>368 541 495 578</box>
article-paragraph: مویشی پال حضرات کے لیے ویکسینیشن مہم شروع کی گئی ہے۔ جانوروں کی بیماریوں سے بچاؤ کے لیے مفت ٹیکے لگائے جا رہے ہیں۔ <box>368 440 495 477</box>
article-paragraph: رپورٹ میں بتایا گیا ہے کہ 2016ء اور 2025ء کے درمیان مختلف شعبوں میں نمایاں تبدیلیاں رونما ہوئی ہیں جن کا معیشت پر مثبت اثر پڑا۔ <box>230 238 357 276</box>
section-header-number: 15 <box>783 189 806 204</box>
article-paragraph: ذرائع کے مطابق اس مہم کے دوران ہزاروں ٹن کچرا اٹھایا جا چکا ہے اور مزید مشینری بھی منگوائی جا رہی ہے۔ شہریوں سے اپیل کی گئی ہے کہ وہ کچرا مقررہ مقامات پر ہی پھینکیں۔ <box>1055 653 1182 699</box>
section-header-number: 41 <box>370 521 393 536</box>
section-header-bar <box>368 673 495 692</box>
article-paragraph: صوبائی حکومت نے اس مقصد کے لیے خصوصی فنڈ قائم کیا ہے جس سے دور دراز علاقوں میں تعلیم کے فروغ کے لیے کام کیا جائے گا۔ طالبات کے لیے الگ اسکول بھی قائم کیے جائیں گے تاکہ شرح خواندگی میں اضافہ ہو سکے۔ <box>1055 947 1182 1003</box>
article-paragraph: محکمہ لائیو اسٹاک کے مطابق اس مہم کے دوران لاکھوں جانوروں کو ویکسین لگائی جائے گی جس سے دودھ اور گوشت کی پیداوار میں اضافہ ہو گا۔ <box>368 478 495 515</box>
article-paragraph: موٹر وے پولیس نے ڈرائیوروں سے کہا ہے کہ وہ سفر سے پہلے گاڑیوں کی مکمل جانچ کرائیں اور تھکاوٹ کی حالت میں ڈرائیونگ سے گریز کریں۔ <box>643 850 770 887</box>
article-paragraph: نوجوانوں کے لیے اسپورٹس کمپلیکس کی تعمیر کا فیصلہ کیا گیا ہے جہاں مختلف کھیلوں کی سہولیات ایک ہی جگہ پر دستیاب ہوں گی۔ <box>505 713 632 750</box>
section-header-bar <box>918 758 1045 777</box>
column-3 <box>775 138 913 2338</box>
section-header-label: خبریں <box>734 893 768 907</box>
section-header-bar <box>231 539 358 558</box>
article-paragraph: سرمایہ کاری بورڈ کے مطابق رواں سال غیر ملکی سرمایہ کاری میں اضافہ ہوا ہے۔ مختلف ممالک کی کمپنیوں نے توانائی اور انفراسٹرکچر کے شعبوں میں دلچسپی ظاہر کی ہے۔ <box>643 256 770 303</box>
article-paragraph: مانیٹری پالیسی کمیٹی کے اجلاس میں معاشی اشاریوں کا تفصیلی جائزہ لیا گیا اور آئندہ کے لیے لائحہ عمل طے کیا گیا۔ <box>230 599 357 627</box>
section-header-number: 14 <box>920 989 943 1004</box>
article-paragraph: 3450 ملین روپے کی لاگت سے تعمیر ہونے والے منصوبے کا افتتاح کر دیا گیا ہے۔ اس سے ہزاروں خاندان مستفید ہوں گے اور علاقے کی شکل بدل جائے گی۔ <box>368 238 495 276</box>
section-header-number: 7 <box>1058 1080 1081 1095</box>
article-paragraph: کتب میلے کا انعقاد کیا جا رہا ہے جس میں ملکی و غیر ملکی ناشرین شرکت کریں گے۔ قارئین کے لیے خصوصی رعایت کا اعلان بھی کیا گیا ہے۔ <box>643 912 770 949</box>
section-header-label: خبریں <box>596 756 630 770</box>
article-paragraph: 280,000 سے زائد درخواستیں موصول ہوئی ہیں جن کی جانچ پڑتال کا عمل جاری ہے۔ میرٹ پر انتخاب یقینی بنایا جائے گا۔ <box>230 431 357 468</box>
section-header-number: 5 <box>1058 880 1081 895</box>
article-paragraph: پولیو کے خاتمے کے لیے انسداد پولیو مہم کا آغاز ہو گیا ہے۔ پانچ سال تک کی عمر کے بچوں کو قطرے پلائے جائیں گے۔ <box>368 795 495 823</box>
section-header-bar <box>93 563 220 582</box>
article-paragraph: 131,200 امیدواروں نے تحریری امتحان میں حصہ لیا جبکہ کامیاب امیدواروں کو انٹرویو کے لیے بلایا جائے گا۔ <box>230 469 357 497</box>
section-header-number: 57 <box>95 767 118 782</box>
section-header-label: خبریں <box>871 948 905 962</box>
section-header-label: خبریں <box>184 311 218 325</box>
section-header-number: 20 <box>783 766 806 781</box>
section-header-number: 9 <box>920 412 943 427</box>
section-header-bar <box>506 691 633 710</box>
section-header-number: 45 <box>233 180 256 195</box>
section-header-bar <box>918 868 1045 887</box>
section-header-label: خبریں <box>459 219 493 233</box>
article-paragraph: تجارتی تنظیموں نے حکومت سے مطالبہ کیا ہے کہ برآمد کنندگان کے ریفنڈ فوری جاری کیے جائیں تاکہ کاروباری سرگرمیاں متاثر نہ ہوں۔ <box>93 330 220 367</box>
section-header-number: 43 <box>370 675 393 690</box>
section-header-number: 6 <box>1058 1008 1081 1023</box>
section-header-number: 54 <box>95 503 118 518</box>
section-header-label: خبریں <box>596 492 630 506</box>
section-header-bar <box>506 490 633 509</box>
section-header-label: خبریں <box>1009 871 1043 884</box>
section-header-label: خبریں <box>871 576 905 590</box>
article-paragraph: اجلاس میں شریک ارکان نے تجاویز پیش کیں جن پر تفصیلی غور کیا گیا۔ چیئرمین نے متعلقہ حکام کو سفارشات پر عمل درآمد کی ہدایت کی۔ <box>230 138 357 175</box>
section-header-bar <box>781 764 908 783</box>
section-header-number: 49 <box>233 633 256 648</box>
article-paragraph: ماہرین کا کہنا ہے کہ نقد لین دین میں کمی سے معیشت کو دستاویزی بنانے میں مدد ملے گی اور ٹیکس وصولی میں بہتری آئے گی۔ <box>368 579 495 616</box>
article-paragraph: ترجمان کے مطابق حالیہ مہینوں میں برآمدات میں نمایاں اضافہ ہوا ہے جبکہ زرمبادلہ کے ذخائر بھی بہتر ہوئے ہیں۔ انہوں نے کہا کہ حکومت کی پالیسیوں کے باعث مہنگائی کی شرح میں کمی آئی ہے اور سرمایہ کاروں کا اعتماد بحال ہو رہا ہے۔ اجلاس میں مختلف شعبوں کی کارکردگی کا جائزہ لیا گیا اور آئندہ مالی سال 2025ء کے لیے اہداف مقرر کیے گئے۔ <box>1055 229 1182 321</box>
section-header-bar <box>1056 1006 1183 1025</box>
section-header-label: خبریں <box>459 522 493 535</box>
section-header-bar <box>918 529 1045 548</box>
article-paragraph: صحت کارڈ کے ذریعے مفت علاج کی سہولت سے لاکھوں افراد مستفید ہو چکے ہیں۔ مزید اسپتالوں کو اس پروگرام میں شامل کیا جا رہا ہے۔ <box>93 422 220 459</box>
section-header-bar <box>643 354 770 373</box>
article-paragraph: ماہرین کا کہنا ہے کہ قانونی ذرائع سے رقوم بھیجنے کی حوصلہ افزائی کے لیے مزید مراعات دی جانی چاہئیں تاکہ غیر قانونی چینلز کی حوصلہ شکنی ہو سکے۔ <box>780 304 907 341</box>
article-paragraph: بلدیاتی اداروں کو بااختیار بنانے کے لیے قانون سازی پر غور کیا جا رہا ہے۔ ماہرین کا کہنا ہے کہ مقامی حکومتوں کی مضبوطی سے عوامی مسائل کا حل آسان ہو جائے گا۔ <box>780 895 907 942</box>
section-header-number: 31 <box>508 228 531 243</box>
article-paragraph: متعلقہ حکام کے مطابق سڑکوں کی تعمیر و مرمت کا کام مقررہ مدت میں مکمل کیا جائے گا۔ شہری علاقوں میں پانی کی فراہمی اور نکاسی آب کے نظام کو بہتر بنانے کے لیے خطیر رقم مختص کی گئی ہے۔ <box>1055 507 1182 562</box>
section-header-number: 53 <box>95 402 118 417</box>
article-paragraph: تجزیہ کاروں نے کہا کہ ان اعداد و شمار سے پالیسی سازی میں مدد ملے گی اور آئندہ کے لیے بہتر منصوبہ بندی کی جا سکے گی۔ <box>230 277 357 314</box>
article-paragraph: اس اقدام سے خواتین کو گھر بیٹھے روزگار کے مواقع میسر آئیں گے اور خاندانی آمدنی میں اضافہ ہو گا۔ مصنوعات کی مارکیٹنگ میں بھی مدد دی جائے گی۔ <box>505 550 632 587</box>
